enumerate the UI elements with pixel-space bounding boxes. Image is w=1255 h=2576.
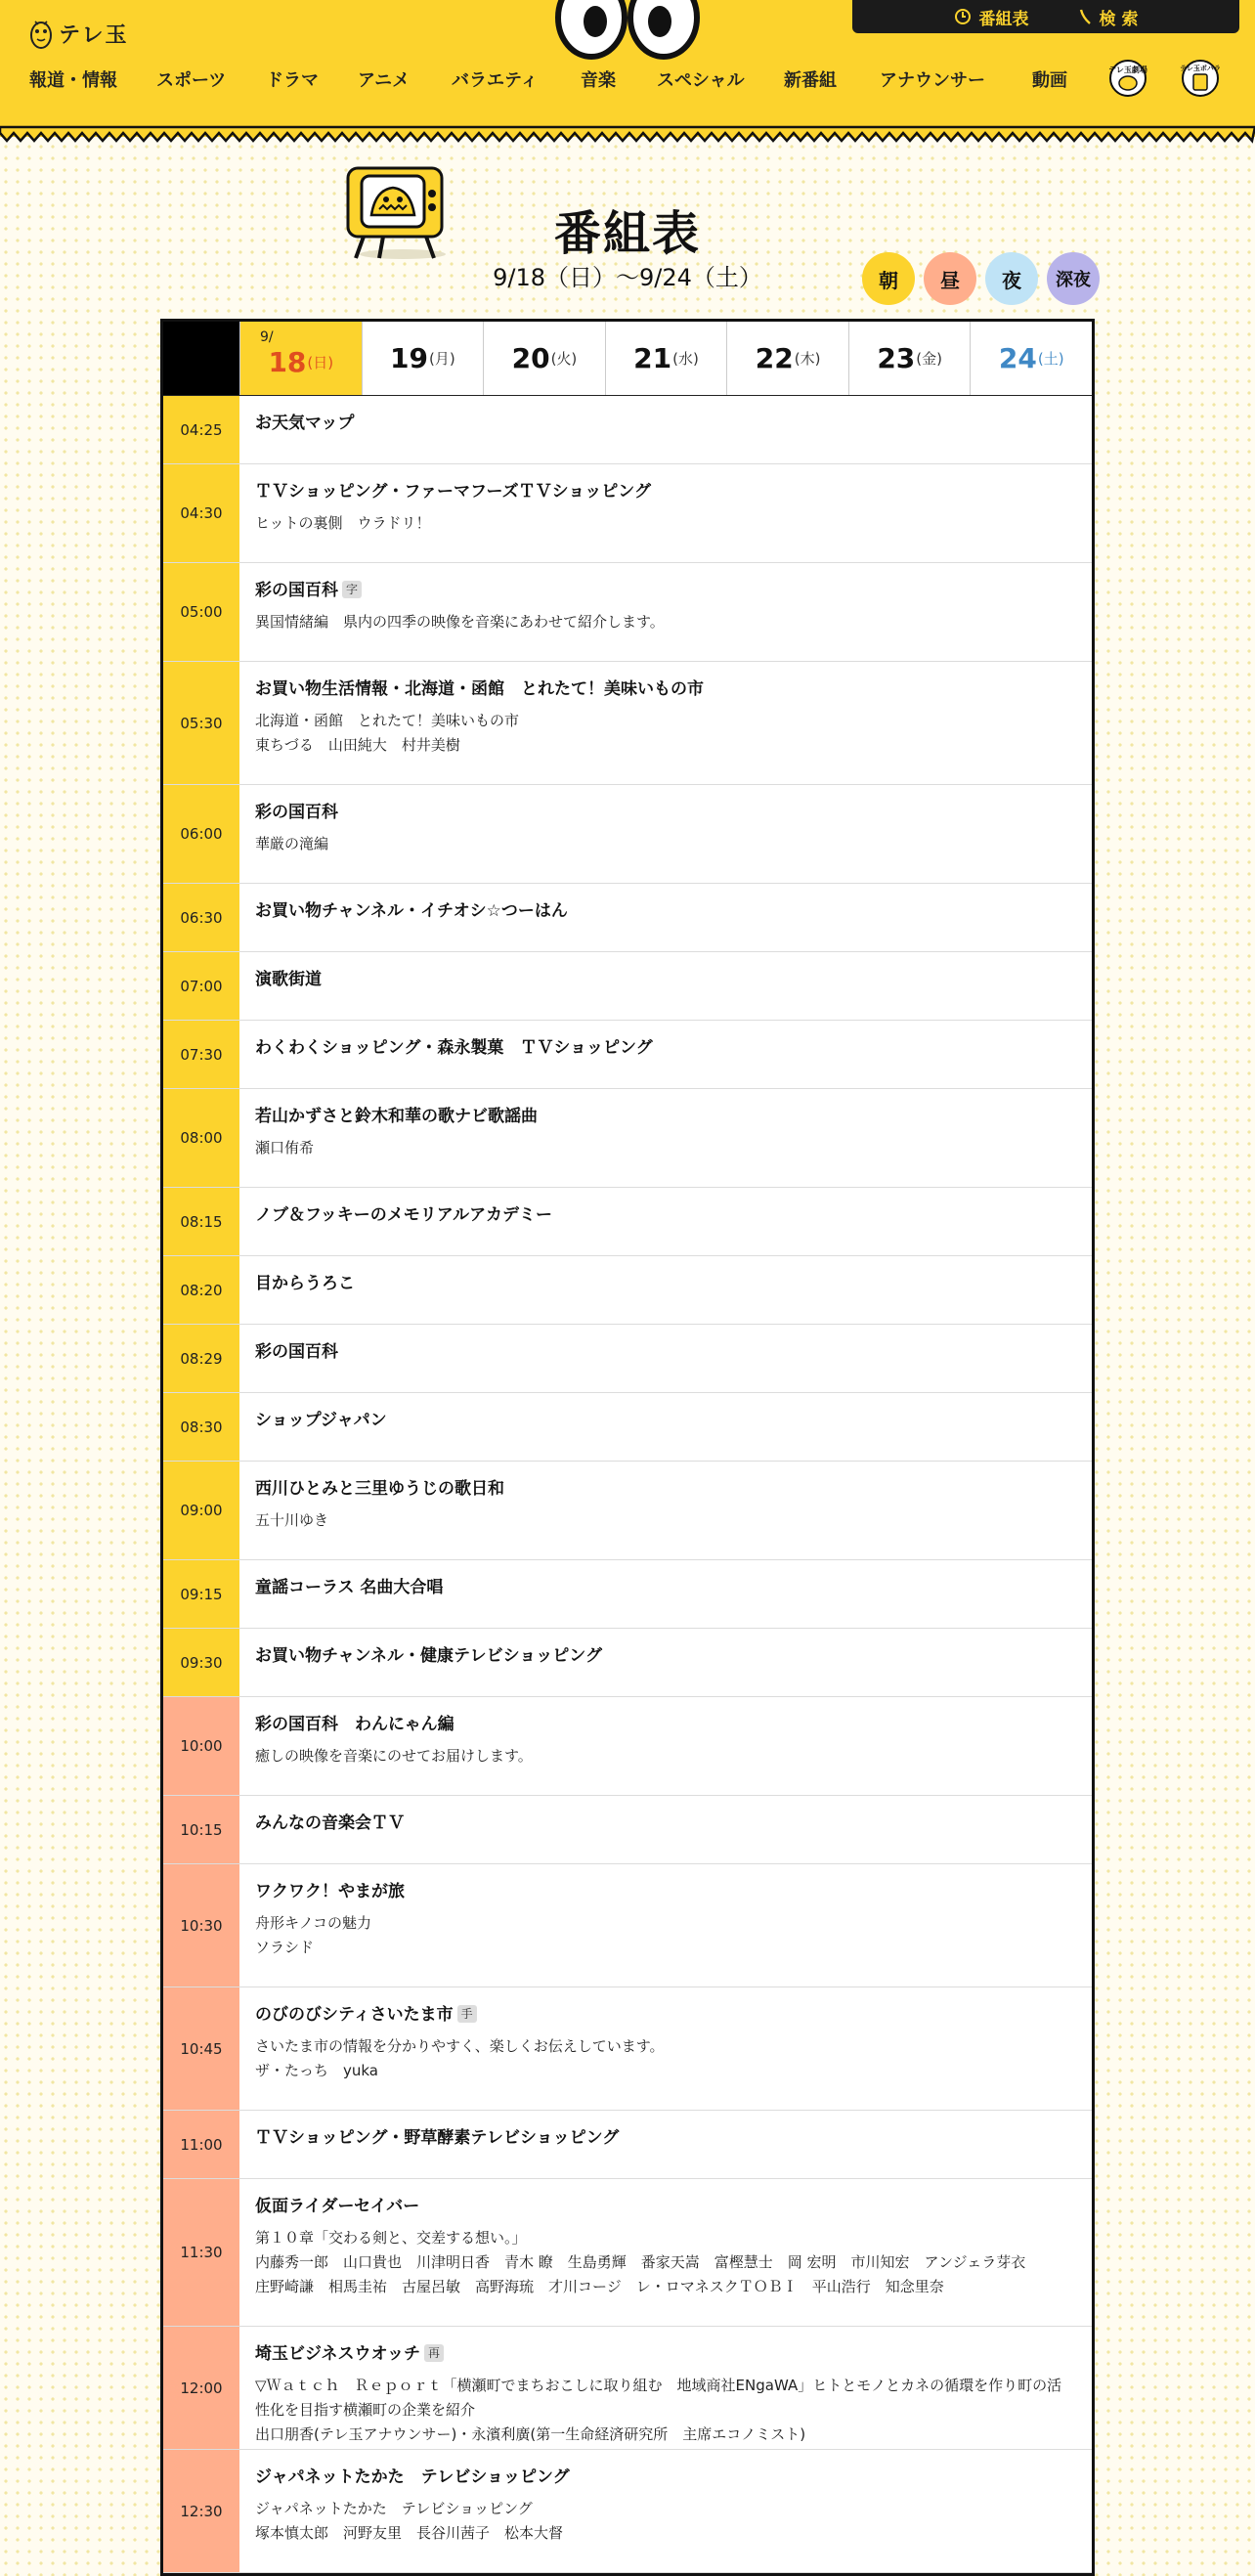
time-of-day-button[interactable]: 朝 bbox=[862, 252, 915, 305]
program-title-text: ジャパネットたかた テレビショッピング bbox=[255, 2467, 570, 2487]
program-description-line: 五十川ゆき bbox=[255, 1511, 329, 1529]
program-time: 10:45 bbox=[163, 1987, 239, 2110]
program-row bbox=[163, 785, 1092, 884]
schedule-button[interactable] bbox=[954, 5, 1029, 29]
day-number: 24 bbox=[998, 342, 1037, 374]
program-title-text: 童謡コーラス 名曲大合唱 bbox=[255, 1578, 444, 1597]
program-cell[interactable] bbox=[239, 1325, 1092, 1392]
program-row bbox=[163, 563, 1092, 662]
program-cell[interactable] bbox=[239, 563, 1092, 661]
program-title-text: お買い物チャンネル・イチオシ☆つーはん bbox=[255, 901, 568, 921]
program-title-text: 彩の国百科 わんにゃん編 bbox=[255, 1715, 454, 1734]
program-title bbox=[255, 2464, 1076, 2491]
program-time: 10:30 bbox=[163, 1864, 239, 1987]
program-cell[interactable] bbox=[239, 1864, 1092, 1987]
program-title bbox=[255, 1475, 1076, 1503]
program-description bbox=[255, 511, 1076, 536]
program-title bbox=[255, 966, 1076, 993]
program-title-text: ワクワク！やまが旅 bbox=[255, 1882, 405, 1901]
day-number: 22 bbox=[755, 342, 794, 374]
program-description bbox=[255, 2374, 1076, 2447]
program-cell[interactable] bbox=[239, 1629, 1092, 1696]
program-time: 04:30 bbox=[163, 464, 239, 562]
program-row bbox=[163, 952, 1092, 1021]
day-tab-18[interactable] bbox=[239, 322, 362, 395]
nav-item-1[interactable]: スポーツ bbox=[156, 70, 227, 91]
program-title-text: 彩の国百科 bbox=[255, 1342, 338, 1362]
time-of-day-button[interactable]: 夜 bbox=[985, 252, 1038, 305]
program-row bbox=[163, 1462, 1092, 1560]
program-description bbox=[255, 1744, 1076, 1768]
program-description-line: 北海道・函館 とれたて！美味いもの市 bbox=[255, 712, 520, 729]
main-nav bbox=[0, 66, 1255, 98]
program-badge: 再 bbox=[424, 2344, 444, 2362]
day-number: 18 bbox=[268, 346, 307, 378]
program-description-line: 塚本慎太郎 河野友里 長谷川茜子 松本大督 bbox=[255, 2524, 564, 2542]
nav-item-0[interactable]: 報道・情報 bbox=[29, 70, 117, 91]
program-description-line: 異国情緒編 県内の四季の映像を音楽にあわせて紹介します。 bbox=[255, 613, 665, 631]
program-title bbox=[255, 676, 1076, 703]
program-row bbox=[163, 2179, 1092, 2327]
day-weekday: (日) bbox=[307, 354, 334, 371]
program-title bbox=[255, 1711, 1076, 1738]
program-description-line: 舟形キノコの魅力 bbox=[255, 1914, 371, 1932]
program-cell[interactable] bbox=[239, 1021, 1092, 1088]
program-cell[interactable] bbox=[239, 1188, 1092, 1255]
day-tab-24[interactable] bbox=[970, 322, 1092, 395]
day-tab-23[interactable] bbox=[848, 322, 971, 395]
program-cell[interactable] bbox=[239, 1256, 1092, 1324]
program-cell[interactable] bbox=[239, 1393, 1092, 1461]
page-title: 番組表 bbox=[553, 206, 701, 261]
program-cell[interactable] bbox=[239, 1697, 1092, 1795]
program-cell[interactable] bbox=[239, 884, 1092, 951]
clock-icon bbox=[954, 8, 972, 25]
program-title-text: お買い物チャンネル・健康テレビショッピング bbox=[255, 1646, 602, 1666]
program-row bbox=[163, 1629, 1092, 1697]
day-tab-20[interactable] bbox=[483, 322, 605, 395]
nav-item-5[interactable]: 音楽 bbox=[581, 70, 616, 91]
program-cell[interactable] bbox=[239, 1089, 1092, 1187]
day-number: 21 bbox=[633, 342, 672, 374]
logo[interactable] bbox=[29, 16, 129, 51]
program-title bbox=[255, 1574, 1076, 1601]
day-weekday: (金) bbox=[916, 350, 943, 368]
program-time: 04:25 bbox=[163, 396, 239, 463]
schedule-button-label: 番組表 bbox=[978, 9, 1029, 29]
program-description bbox=[255, 1136, 1076, 1160]
date-range: 9/18（日）〜9/24（土） bbox=[493, 264, 762, 291]
header-zigzag-edge bbox=[0, 127, 1255, 149]
program-title bbox=[255, 1642, 1076, 1670]
program-row bbox=[163, 1393, 1092, 1462]
program-time: 08:15 bbox=[163, 1188, 239, 1255]
program-title-text: 埼玉ビジネスウオッチ bbox=[255, 2344, 420, 2364]
program-time: 11:30 bbox=[163, 2179, 239, 2326]
program-row bbox=[163, 1021, 1092, 1089]
program-description-line: ジャパネットたかた テレビショッピング bbox=[255, 2500, 533, 2517]
tele-tama-theater-icon[interactable] bbox=[1108, 57, 1147, 98]
program-cell[interactable] bbox=[239, 464, 1092, 562]
program-time: 06:00 bbox=[163, 785, 239, 883]
utility-bar bbox=[852, 0, 1239, 33]
program-time: 05:30 bbox=[163, 662, 239, 784]
program-time: 09:30 bbox=[163, 1629, 239, 1696]
program-title-text: ＴＶショッピング・野草酵素テレビショッピング bbox=[255, 2128, 620, 2148]
day-tab-22[interactable] bbox=[726, 322, 848, 395]
program-time: 09:15 bbox=[163, 1560, 239, 1628]
site-header bbox=[0, 0, 1255, 137]
day-weekday: (月) bbox=[428, 350, 455, 368]
program-description bbox=[255, 709, 1076, 758]
program-description bbox=[255, 1911, 1076, 1960]
program-title-text: ノブ＆フッキーのメモリアルアカデミー bbox=[255, 1205, 552, 1225]
program-title bbox=[255, 2193, 1076, 2220]
schedule-table bbox=[160, 319, 1095, 2576]
nav-badge-right-label: テレ玉ポパラ bbox=[1180, 65, 1221, 72]
day-number: 19 bbox=[390, 342, 428, 374]
day-month: 9/ bbox=[260, 329, 274, 345]
program-cell[interactable] bbox=[239, 396, 1092, 463]
program-description-line: 東ちづる 山田純大 村井美樹 bbox=[255, 736, 460, 754]
logo-text: テレ玉 bbox=[59, 22, 129, 48]
day-weekday: (土) bbox=[1037, 350, 1064, 368]
program-description-line: 庄野崎謙 相馬圭祐 古屋呂敏 高野海琉 才川コージ レ・ロマネスクＴＯＢＩ 平山浩行 知念里奈 bbox=[255, 2278, 944, 2295]
program-time: 08:29 bbox=[163, 1325, 239, 1392]
program-time: 08:20 bbox=[163, 1256, 239, 1324]
nav-item-7[interactable]: 新番組 bbox=[784, 70, 837, 91]
program-cell[interactable] bbox=[239, 785, 1092, 883]
program-title-text: お天気マップ bbox=[255, 414, 355, 433]
program-description-line: 出口朋香(テレ玉アナウンサー)・永濱利廣(第一生命経済研究所 主席エコノミスト) bbox=[255, 2425, 806, 2443]
program-time: 11:00 bbox=[163, 2111, 239, 2178]
program-description-line: ヒットの裏側 ウラドリ！ bbox=[255, 514, 431, 532]
program-row bbox=[163, 1256, 1092, 1325]
program-title bbox=[255, 1201, 1076, 1229]
day-tab-19[interactable] bbox=[362, 322, 484, 395]
program-cell[interactable] bbox=[239, 1560, 1092, 1628]
program-description bbox=[255, 832, 1076, 856]
nav-item-4[interactable]: バラエティ bbox=[452, 70, 539, 91]
program-title-text: ショップジャパン bbox=[255, 1411, 387, 1430]
program-title-text: 仮面ライダーセイバー bbox=[255, 2197, 420, 2216]
day-weekday: (木) bbox=[794, 350, 821, 368]
program-row bbox=[163, 1796, 1092, 1864]
program-title bbox=[255, 2124, 1076, 2152]
program-title bbox=[255, 410, 1076, 437]
program-title bbox=[255, 2001, 1076, 2029]
program-time: 10:15 bbox=[163, 1796, 239, 1863]
program-row bbox=[163, 1089, 1092, 1188]
program-time: 05:00 bbox=[163, 563, 239, 661]
program-description bbox=[255, 2497, 1076, 2546]
program-cell[interactable] bbox=[239, 952, 1092, 1020]
program-row bbox=[163, 2327, 1092, 2450]
program-description bbox=[255, 1508, 1076, 1533]
program-title-text: みんなの音楽会ＴＶ bbox=[255, 1813, 405, 1833]
program-row bbox=[163, 884, 1092, 952]
day-number: 20 bbox=[511, 342, 550, 374]
program-time: 12:00 bbox=[163, 2327, 239, 2449]
program-description-line: 瀬口侑希 bbox=[255, 1139, 315, 1157]
program-badge: 字 bbox=[342, 581, 362, 598]
program-list bbox=[163, 396, 1092, 2573]
program-title bbox=[255, 1878, 1076, 1905]
program-time: 10:00 bbox=[163, 1697, 239, 1795]
program-time: 09:00 bbox=[163, 1462, 239, 1559]
day-number: 23 bbox=[877, 342, 916, 374]
program-title bbox=[255, 1103, 1076, 1130]
program-row bbox=[163, 662, 1092, 785]
program-description-line: 癒しの映像を音楽にのせてお届けします。 bbox=[255, 1747, 533, 1765]
program-time: 07:00 bbox=[163, 952, 239, 1020]
program-description bbox=[255, 610, 1076, 634]
day-weekday: (火) bbox=[550, 350, 578, 368]
program-time: 08:30 bbox=[163, 1393, 239, 1461]
program-time: 07:30 bbox=[163, 1021, 239, 1088]
program-title bbox=[255, 1338, 1076, 1366]
program-badge: 手 bbox=[457, 2005, 477, 2023]
program-description-line: 華厳の滝編 bbox=[255, 835, 329, 852]
program-title-text: 西川ひとみと三里ゆうじの歌日和 bbox=[255, 1479, 504, 1499]
nav-badge-left-label: テレ玉劇場 bbox=[1108, 65, 1147, 74]
program-title-text: 彩の国百科 bbox=[255, 803, 338, 822]
program-title-text: 目からうろこ bbox=[255, 1274, 355, 1293]
program-title bbox=[255, 2340, 1076, 2368]
program-row bbox=[163, 2450, 1092, 2573]
program-time: 08:00 bbox=[163, 1089, 239, 1187]
program-description-line: 第１０章「交わる剣と、交差する想い。」 bbox=[255, 2229, 527, 2247]
program-time: 12:30 bbox=[163, 2450, 239, 2572]
program-row bbox=[163, 1325, 1092, 1393]
program-time: 06:30 bbox=[163, 884, 239, 951]
program-title bbox=[255, 1810, 1076, 1837]
program-cell[interactable] bbox=[239, 2450, 1092, 2572]
day-weekday: (水) bbox=[672, 350, 699, 368]
program-title-text: 若山かずさと鈴木和華の歌ナビ歌謡曲 bbox=[255, 1107, 538, 1126]
program-description-line: ザ・たっち yuka bbox=[255, 2062, 378, 2079]
program-title bbox=[255, 1407, 1076, 1434]
time-of-day-button[interactable]: 昼 bbox=[924, 252, 976, 305]
day-header-corner bbox=[163, 322, 239, 395]
program-cell[interactable] bbox=[239, 2327, 1092, 2449]
program-description bbox=[255, 2034, 1076, 2083]
program-cell[interactable] bbox=[239, 1462, 1092, 1559]
program-description-line: ソラシド bbox=[255, 1939, 315, 1956]
program-title bbox=[255, 577, 1076, 604]
day-tab-21[interactable] bbox=[605, 322, 727, 395]
program-row bbox=[163, 1697, 1092, 1796]
program-row bbox=[163, 396, 1092, 464]
program-cell[interactable] bbox=[239, 662, 1092, 784]
program-cell[interactable] bbox=[239, 2179, 1092, 2326]
program-cell[interactable] bbox=[239, 1987, 1092, 2110]
nav-item-6[interactable]: スペシャル bbox=[657, 70, 745, 91]
program-title bbox=[255, 1270, 1076, 1297]
search-button-label: 検 索 bbox=[1099, 9, 1139, 29]
program-description-line: 内藤秀一郎 山口貴也 川津明日香 青木 瞭 生島勇輝 番家天嵩 富樫慧士 岡 宏明 市川知宏 アンジェラ芽衣 bbox=[255, 2253, 1026, 2271]
program-cell[interactable] bbox=[239, 2111, 1092, 2178]
search-button[interactable] bbox=[1078, 5, 1139, 29]
program-title bbox=[255, 1034, 1076, 1062]
program-row bbox=[163, 1560, 1092, 1629]
program-row bbox=[163, 1188, 1092, 1256]
mascot-eyes-icon bbox=[554, 0, 701, 63]
nav-item-2[interactable]: ドラマ bbox=[266, 70, 319, 91]
program-description-line: さいたま市の情報を分かりやすく、楽しくお伝えしています。 bbox=[255, 2037, 665, 2055]
mascot-logo-icon bbox=[29, 16, 53, 51]
program-description-line: ▽Ｗａｔｃｈ Ｒｅｐｏｒｔ「横瀬町でまちおこしに取り組む 地域商社ENgaWA」ヒトとモノとカネの循環を作り町の活性化を目指す横瀬町の企業を紹介 bbox=[255, 2377, 1062, 2419]
program-row bbox=[163, 1864, 1092, 1987]
program-title-text: 演歌街道 bbox=[255, 970, 322, 989]
program-title-text: お買い物生活情報・北海道・函館 とれたて！美味いもの市 bbox=[255, 679, 704, 699]
tele-tama-popara-icon[interactable] bbox=[1181, 57, 1220, 98]
program-title bbox=[255, 799, 1076, 826]
program-title-text: 彩の国百科 bbox=[255, 581, 338, 600]
program-description bbox=[255, 2226, 1076, 2299]
nav-item-9[interactable]: 動画 bbox=[1032, 70, 1067, 91]
program-title bbox=[255, 478, 1076, 505]
program-title bbox=[255, 897, 1076, 925]
program-title-text: のびのびシティさいたま市 bbox=[255, 2005, 454, 2025]
program-title-text: ＴＶショッピング・ファーマフーズＴＶショッピング bbox=[255, 482, 651, 502]
program-row bbox=[163, 464, 1092, 563]
program-cell[interactable] bbox=[239, 1796, 1092, 1863]
program-row bbox=[163, 2111, 1092, 2179]
retro-tv-mascot-icon bbox=[344, 164, 454, 262]
nav-item-3[interactable]: アニメ bbox=[358, 70, 411, 91]
day-header-row bbox=[163, 322, 1092, 396]
search-icon bbox=[1078, 8, 1092, 25]
nav-item-8[interactable]: アナウンサー bbox=[880, 70, 985, 91]
program-title-text: わくわくショッピング・森永製菓 ＴＶショッピング bbox=[255, 1038, 653, 1058]
program-row bbox=[163, 1987, 1092, 2111]
time-of-day-button[interactable]: 深夜 bbox=[1047, 252, 1100, 305]
